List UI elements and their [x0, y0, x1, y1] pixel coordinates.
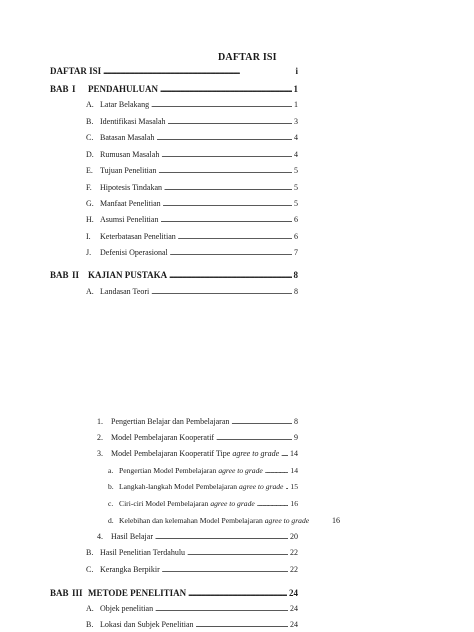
dot-leader: [285, 482, 288, 491]
entry-label: Rumusan Masalah: [100, 150, 160, 159]
page-number: 9: [294, 433, 298, 442]
dot-leader: [170, 248, 292, 257]
bab-label: BAB: [50, 270, 69, 280]
toc-entry[interactable]: G. Manfaat Penelitian . . . 5: [86, 199, 298, 208]
dot-leader: [158, 166, 292, 175]
page-number: 3: [294, 117, 298, 126]
dot-leader: [162, 565, 288, 574]
entry-label: Model Pembelajaran Kooperatif Tipe: [111, 449, 231, 458]
entry-label: Langkah-langkah Model Pembelajaran: [119, 482, 238, 491]
dot-leader: [281, 449, 288, 458]
page-number: 1: [294, 100, 298, 109]
dot-leader: [169, 270, 291, 280]
dot-leader: [155, 532, 288, 541]
entry-label-italic: agree to grade: [239, 482, 284, 491]
dot-leader: [151, 287, 292, 296]
entry-label: Ciri-ciri Model Pembelajaran: [119, 499, 209, 508]
entry-label: Landasan Teori: [100, 287, 150, 296]
dot-leader: [188, 588, 287, 598]
toc-entry[interactable]: 2. Model Pembelajaran Kooperatif . . . 9: [97, 433, 298, 442]
toc-entry[interactable]: B. Lokasi dan Subjek Penelitian . . . 24: [86, 620, 298, 629]
dot-leader: [161, 150, 292, 159]
toc-entry[interactable]: I. Keterbatasan Penelitian . . . 6: [86, 232, 298, 241]
entry-label: DAFTAR ISI: [50, 66, 102, 76]
entry-label-italic: agree to grade: [264, 516, 310, 525]
dot-leader: [155, 604, 288, 613]
toc-entry-bab-2[interactable]: [50, 270, 298, 280]
page-number: 24: [289, 588, 298, 598]
toc-entry[interactable]: F. Hipotesis Tindakan . . . 5: [86, 183, 298, 192]
page-number: 7: [294, 248, 298, 257]
toc-entry[interactable]: A. Latar Belakang . . . 1: [86, 100, 298, 109]
entry-label: Hipotesis Tindakan: [100, 183, 163, 192]
page-number: 4: [294, 150, 298, 159]
toc-entry[interactable]: D. Rumusan Masalah . . . 4: [86, 150, 298, 159]
entry-label: Pengertian Belajar dan Pembelajaran: [111, 417, 230, 426]
page-number: 5: [294, 199, 298, 208]
chapter-title: METODE PENELITIAN: [88, 588, 187, 598]
dot-leader: [164, 183, 292, 192]
dot-leader: [231, 417, 292, 426]
page-number: 4: [294, 133, 298, 142]
chapter-title: KAJIAN PUSTAKA: [88, 270, 168, 280]
entry-label: Identifikasi Masalah: [100, 117, 166, 126]
toc-entry[interactable]: 3. Model Pembelajaran Kooperatif Tipe agree to grade . . . 14: [97, 449, 298, 458]
toc-entry[interactable]: A. Landasan Teori . . . 8: [86, 287, 298, 296]
toc-entry[interactable]: B. Identifikasi Masalah . . . 3: [86, 117, 298, 126]
page-number: i: [295, 66, 298, 76]
page-number: 1: [293, 84, 298, 94]
page-number: 8: [294, 417, 298, 426]
toc-entry[interactable]: B. Hasil Penelitian Terdahulu . . . 22: [86, 548, 298, 557]
page-number: 5: [294, 166, 298, 175]
dot-leader: [168, 117, 292, 126]
toc-entry[interactable]: a. Pengertian Model Pembelajaran agree to grade . . . 14: [108, 466, 298, 475]
page-number: 14: [290, 466, 298, 475]
dot-leader: [151, 100, 292, 109]
toc-entry-daftar-isi[interactable]: [50, 66, 298, 76]
entry-label: Batasan Masalah: [100, 133, 155, 142]
dot-leader: [178, 232, 292, 241]
toc-entry-bab-3[interactable]: [50, 588, 298, 598]
bab-label: BAB: [50, 588, 69, 598]
dot-leader: [156, 133, 292, 142]
toc-entry[interactable]: A. Objek penelitian . . . 24: [86, 604, 298, 613]
page-number: 14: [290, 449, 298, 458]
dot-leader: [187, 548, 288, 557]
dot-leader: [257, 499, 289, 508]
page-number: 5: [294, 183, 298, 192]
entry-label: Manfaat Penelitian: [100, 199, 161, 208]
page-title: DAFTAR ISI: [218, 52, 277, 63]
dot-leader: [265, 466, 289, 475]
entry-label: Latar Belakang: [100, 100, 150, 109]
entry-label-italic: agree to grade: [218, 466, 263, 475]
entry-label: Hasil Belajar: [111, 532, 153, 541]
dot-leader: [160, 84, 291, 94]
entry-label-italic: agree to grade: [210, 499, 255, 508]
entry-label: Keterbatasan Penelitian: [100, 232, 176, 241]
toc-entry[interactable]: J. Defenisi Operasional . . . 7: [86, 248, 298, 257]
page-number: 15: [290, 482, 298, 491]
entry-label: Model Pembelajaran Kooperatif: [111, 433, 215, 442]
bab-label: BAB: [50, 84, 69, 94]
page-number: 16: [332, 516, 340, 525]
dot-leader: [163, 199, 292, 208]
page-number: 20: [290, 532, 298, 541]
entry-label: Kerangka Berpikir: [100, 565, 160, 574]
dot-leader: [160, 215, 292, 224]
toc-entry[interactable]: E. Tujuan Penelitian . . . 5: [86, 166, 298, 175]
page-number: 6: [294, 215, 298, 224]
page-number: 24: [290, 604, 298, 613]
entry-label: Objek penelitian: [100, 604, 154, 613]
page-number: 6: [294, 232, 298, 241]
toc-entry[interactable]: c. Ciri-ciri Model Pembelajaran agree to grade . . . 16: [108, 499, 298, 508]
page-number: 22: [290, 565, 298, 574]
entry-label: Kelebihan dan kelemahan Model Pembelajaran: [119, 516, 263, 525]
bab-number: I: [72, 84, 76, 94]
entry-label: Hasil Penelitian Terdahulu: [100, 548, 186, 557]
entry-label: Asumsi Penelitian: [100, 215, 159, 224]
bab-number: II: [72, 270, 80, 280]
dot-leader: [196, 620, 288, 629]
page-number: 8: [293, 270, 298, 280]
toc-entry[interactable]: C. Batasan Masalah . . . 4: [86, 133, 298, 142]
entry-label: Tujuan Penelitian: [100, 166, 157, 175]
entry-label: Lokasi dan Subjek Penelitian: [100, 620, 194, 629]
dot-leader: [103, 66, 293, 76]
entry-label: Pengertian Model Pembelajaran: [119, 466, 217, 475]
toc-entry[interactable]: 1. Pengertian Belajar dan Pembelajaran . . . 8: [97, 417, 298, 426]
toc-entry[interactable]: 4. Hasil Belajar . . . 20: [97, 532, 298, 541]
page-number: 8: [294, 287, 298, 296]
page-number: 24: [290, 620, 298, 629]
bab-number: III: [72, 588, 83, 598]
toc-entry-bab-1[interactable]: [50, 84, 298, 94]
page-number: 22: [290, 548, 298, 557]
toc-entry[interactable]: C. Kerangka Berpikir . . . 22: [86, 565, 298, 574]
page-number: 16: [290, 499, 298, 508]
toc-entry[interactable]: H. Asumsi Penelitian . . . 6: [86, 215, 298, 224]
entry-label-italic: agree to grade: [232, 449, 280, 458]
toc-entry[interactable]: d. Kelebihan dan kelemahan Model Pembelajaran agree to grade 16: [108, 516, 340, 525]
chapter-title: PENDAHULUAN: [88, 84, 159, 94]
dot-leader: [216, 433, 292, 442]
toc-entry[interactable]: b. Langkah-langkah Model Pembelajaran agree to grade . . . 15: [108, 482, 298, 491]
entry-label: Defenisi Operasional: [100, 248, 168, 257]
